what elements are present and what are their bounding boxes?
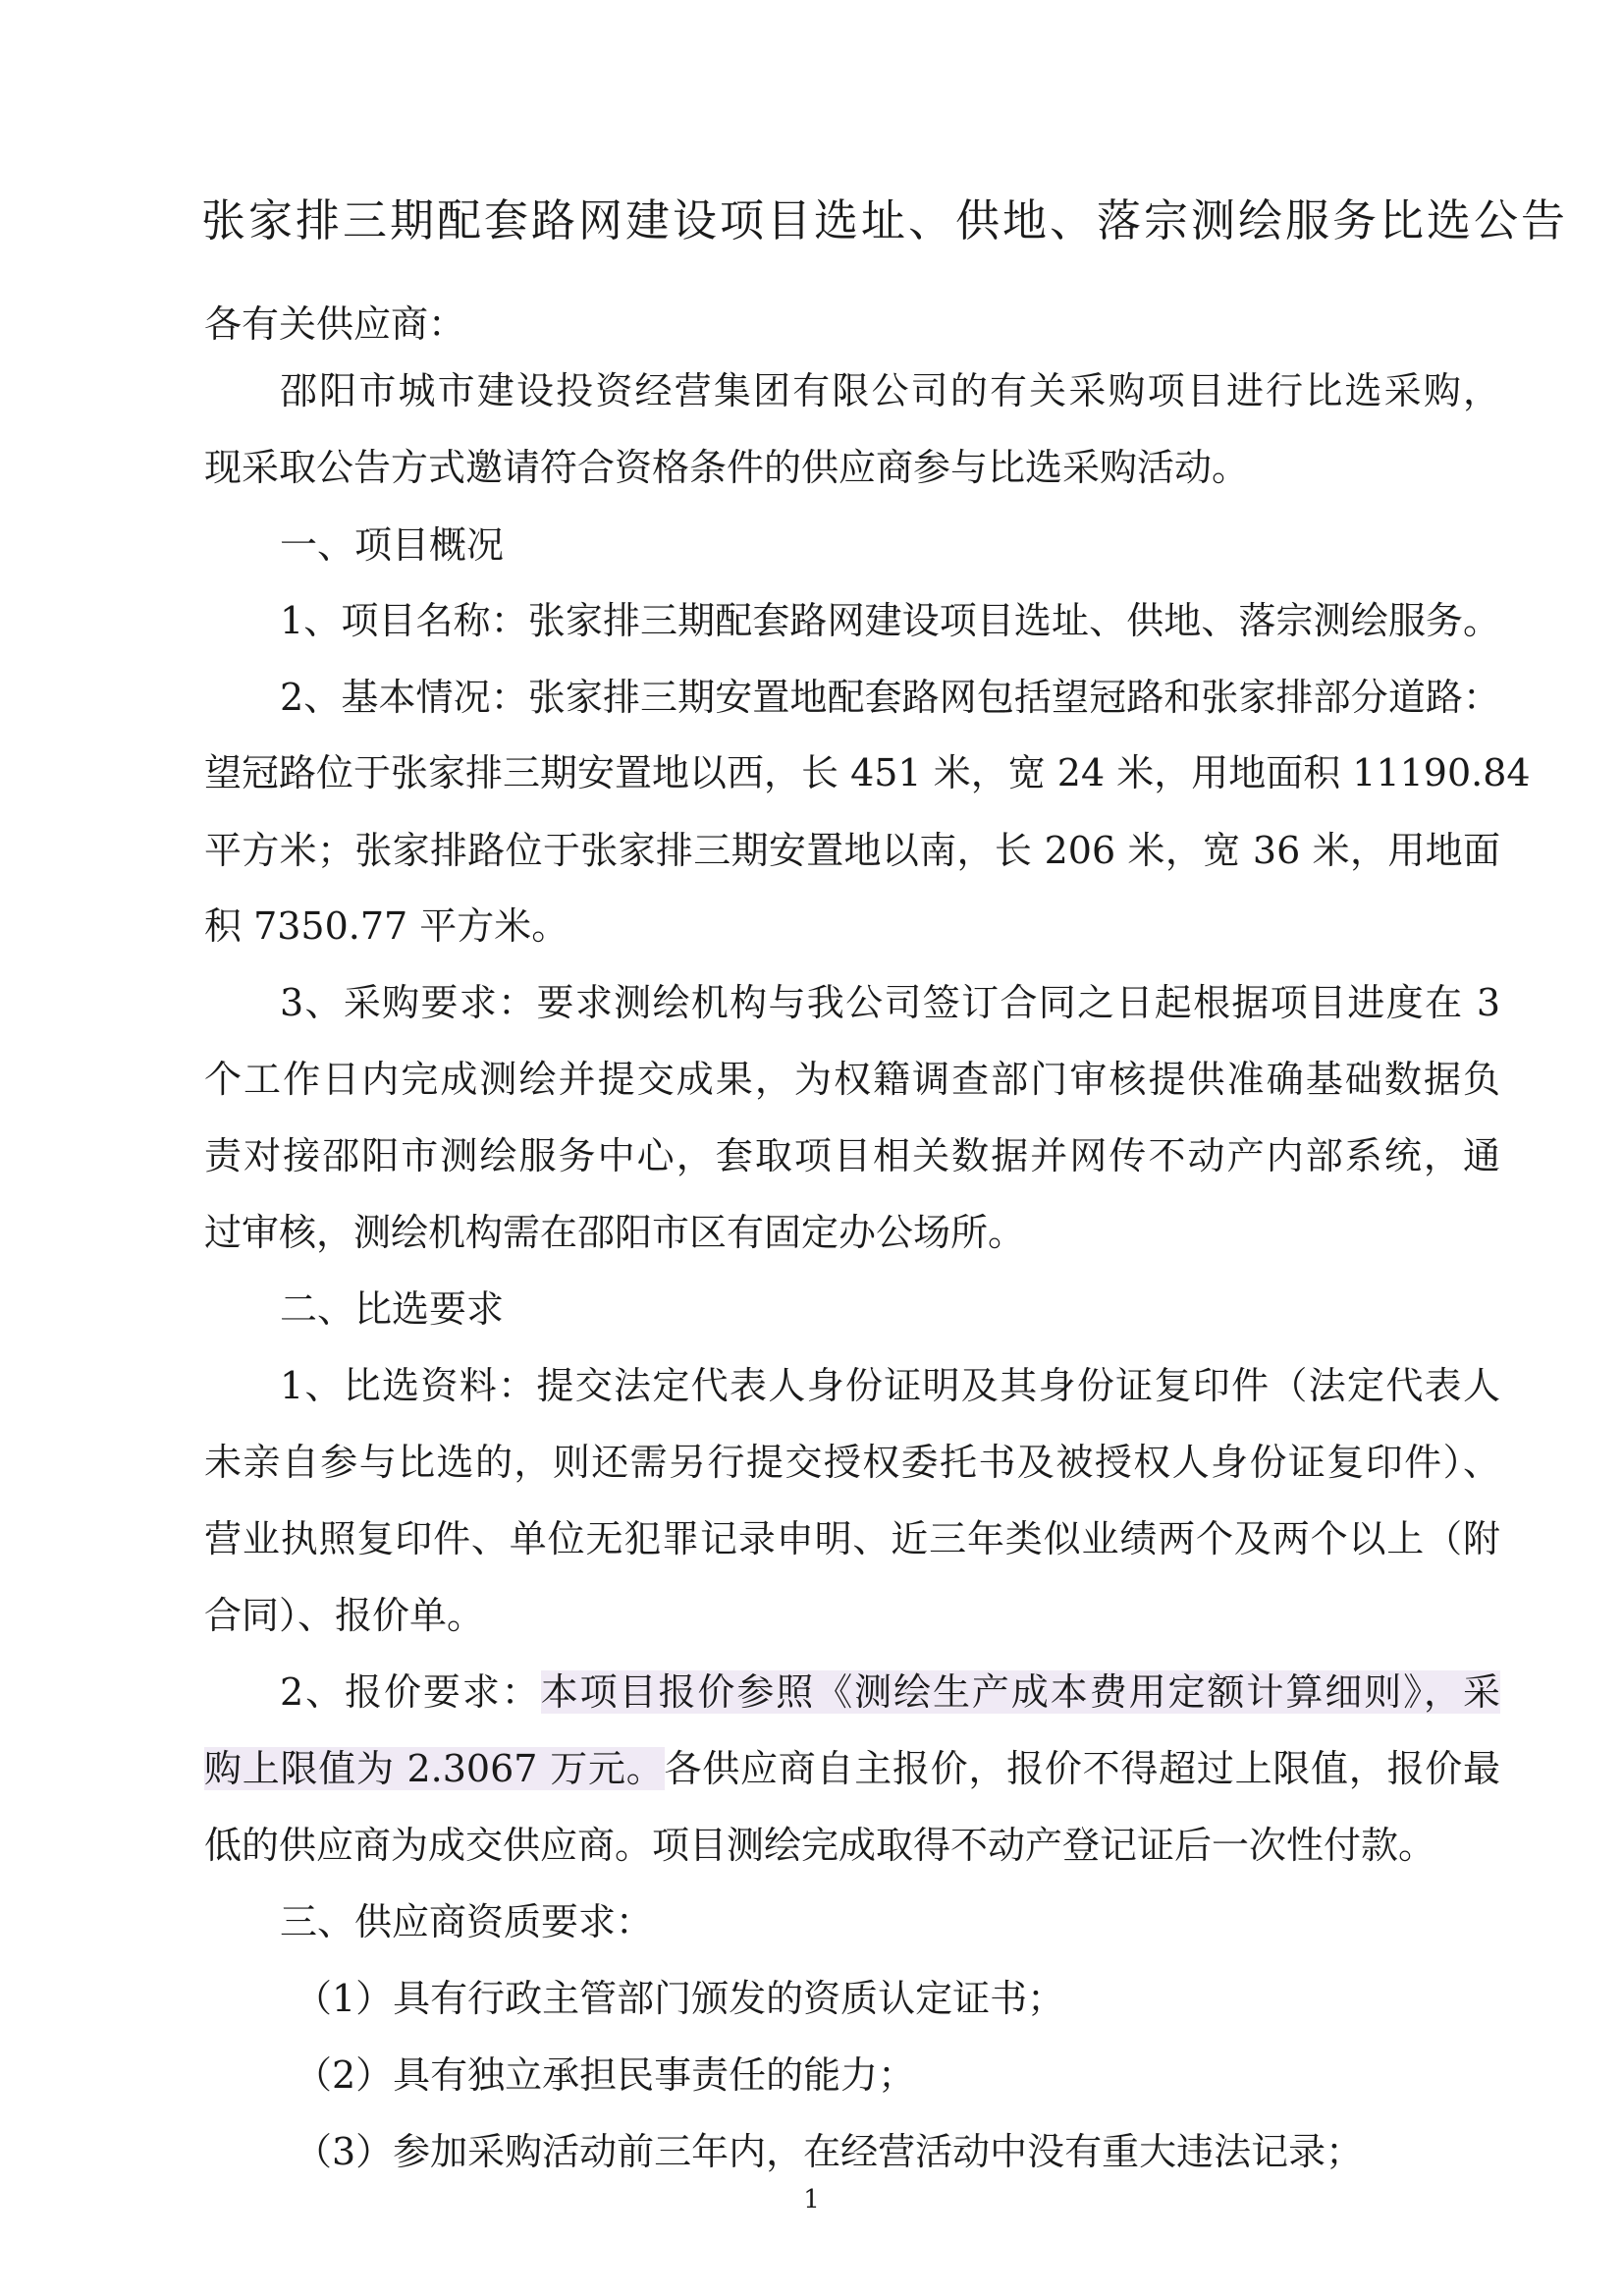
section2-item1-line-1: 1、比选资料：提交法定代表人身份证明及其身份证复印件（法定代表人 xyxy=(280,1364,1500,1407)
salutation: 各有关供应商： xyxy=(204,302,466,346)
section2-item2-prefix: 2、报价要求： xyxy=(280,1670,541,1714)
section2-item2-line-3: 低的供应商为成交供应商。项目测绘完成取得不动产登记证后一次性付款。 xyxy=(204,1824,1436,1867)
section3-item-3: （3）参加采购活动前三年内，在经营活动中没有重大违法记录； xyxy=(295,2130,1364,2173)
intro-line-1: 邵阳市城市建设投资经营集团有限公司的有关采购项目进行比选采购， xyxy=(280,369,1500,412)
document-title: 张家排三期配套路网建设项目选址、供地、落宗测绘服务比选公告 xyxy=(201,194,1569,246)
section1-item3-line-2: 个工作日内完成测绘并提交成果，为权籍调查部门审核提供准确基础数据负 xyxy=(204,1058,1500,1101)
page-number: 1 xyxy=(803,2185,820,2214)
section1-item2-line-2: 望冠路位于张家排三期安置地以西，长 451 米，宽 24 米，用地面积 11190.84 xyxy=(204,751,1531,794)
section2-item1-line-4: 合同）、报价单。 xyxy=(204,1594,485,1637)
section1-item1: 1、项目名称：张家排三期配套路网建设项目选址、供地、落宗测绘服务。 xyxy=(280,599,1500,642)
section3-item-2: （2）具有独立承担民事责任的能力； xyxy=(295,2053,916,2097)
section1-item3-line-1: 3、采购要求：要求测绘机构与我公司签订合同之日起根据项目进度在 3 xyxy=(280,981,1500,1024)
section2-item1-line-3: 营业执照复印件、单位无犯罪记录申明、近三年类似业绩两个及两个以上（附 xyxy=(204,1517,1500,1560)
section1-item2-line-1: 2、基本情况：张家排三期安置地配套路网包括望冠路和张家排部分道路： xyxy=(280,676,1500,719)
section1-item3-line-3: 责对接邵阳市测绘服务中心，套取项目相关数据并网传不动产内部系统，通 xyxy=(204,1134,1500,1177)
section1-item2-line-3: 平方米；张家排路位于张家排三期安置地以南，长 206 米，宽 36 米，用地面 xyxy=(204,829,1500,872)
section1-heading: 一、项目概况 xyxy=(280,523,505,567)
section1-item2-line-4: 积 7350.77 平方米。 xyxy=(204,904,569,948)
section2-item2-line-2 xyxy=(204,1741,1500,1796)
section3-heading: 三、供应商资质要求： xyxy=(280,1900,654,1943)
section2-item2-text-2: 各供应商自主报价，报价不得超过上限值，报价最 xyxy=(664,1747,1500,1790)
section1-item3-line-4: 过审核，测绘机构需在邵阳市区有固定办公场所。 xyxy=(204,1211,1026,1254)
intro-line-2: 现采取公告方式邀请符合资格条件的供应商参与比选采购活动。 xyxy=(204,446,1250,489)
section3-item-1: （1）具有行政主管部门颁发的资质认定证书； xyxy=(295,1977,1065,2020)
section2-item2-highlight-2: 购上限值为 2.3067 万元。 xyxy=(204,1747,665,1790)
section2-item2-line-1 xyxy=(280,1665,1500,1720)
section2-item1-line-2: 未亲自参与比选的，则还需另行提交授权委托书及被授权人身份证复印件）、 xyxy=(204,1441,1500,1484)
section2-heading: 二、比选要求 xyxy=(280,1287,505,1331)
section2-item2-highlight-1: 本项目报价参照《测绘生产成本费用定额计算细则》，采 xyxy=(540,1670,1500,1714)
